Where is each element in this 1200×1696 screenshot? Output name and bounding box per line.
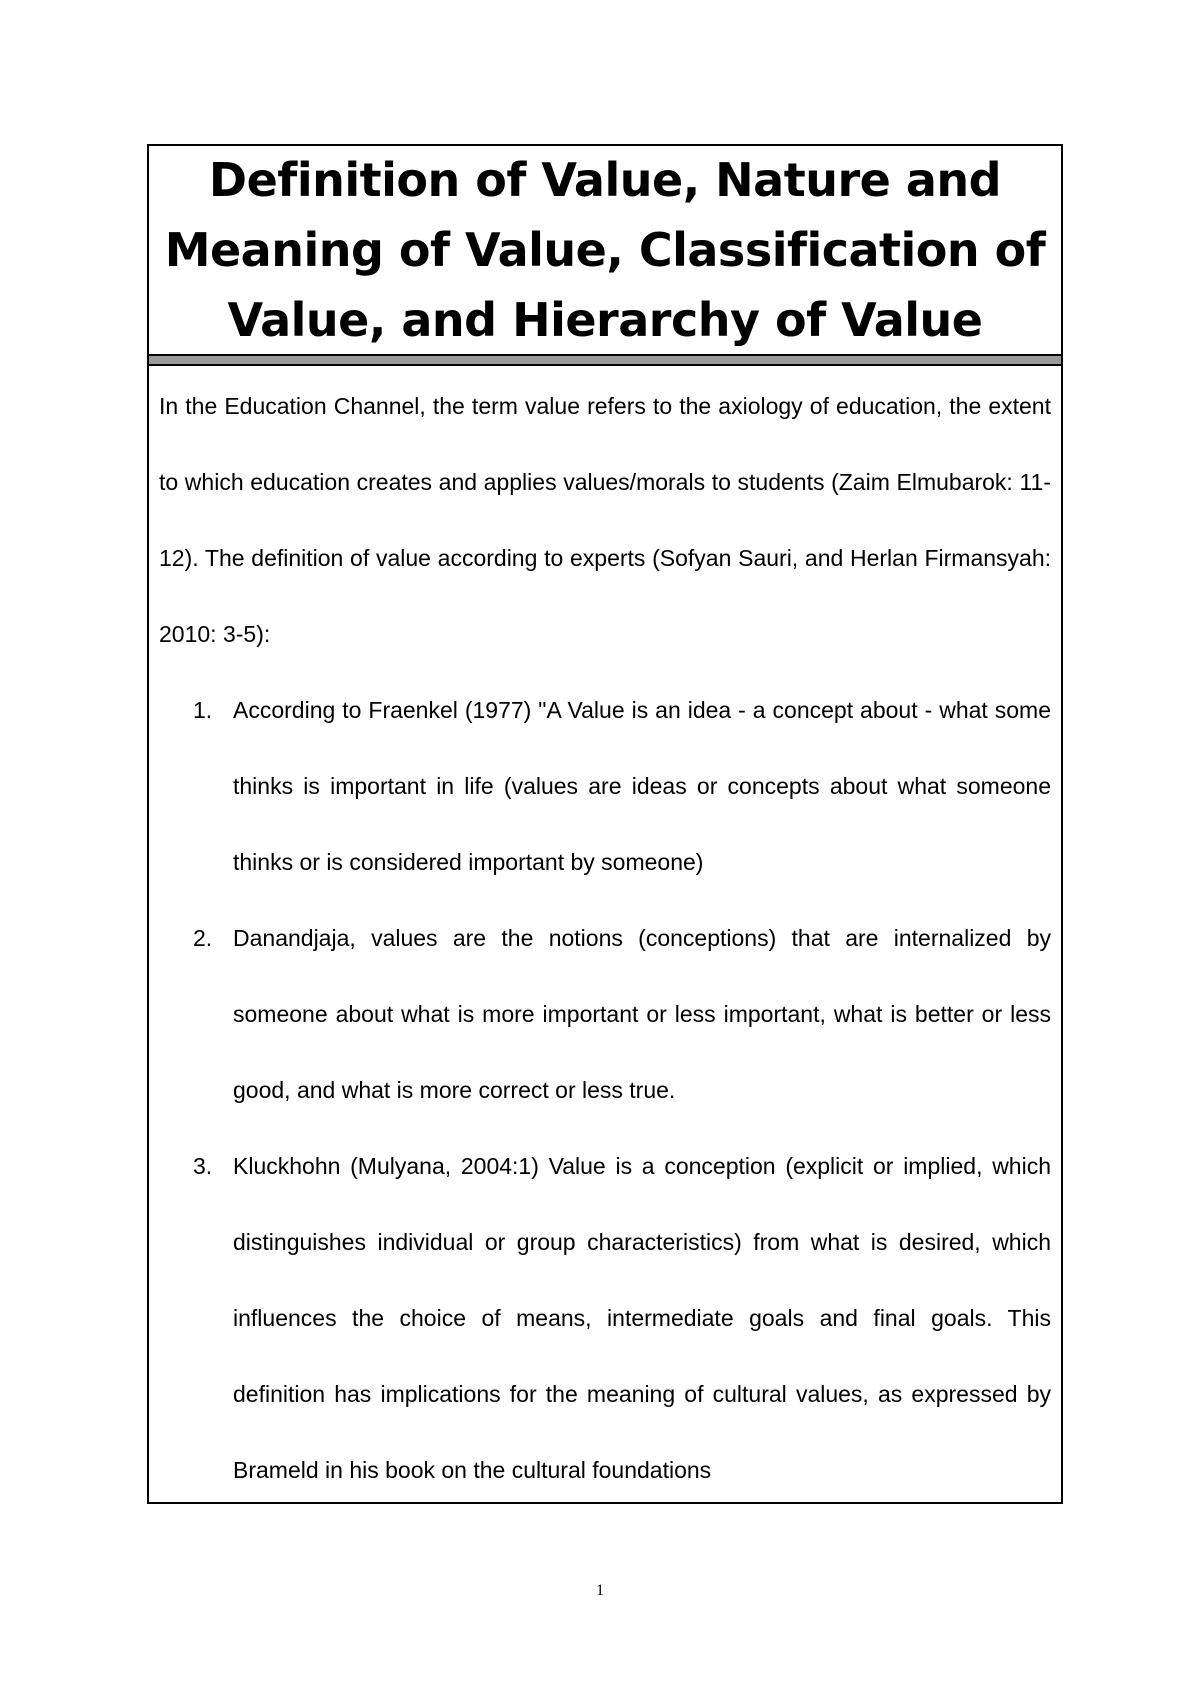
list-item (159, 900, 1051, 1128)
list-item-text: Danandjaja, values are the notions (conceptions) that are internalized by someone about what is more important or less important, what is better or less good, and what is more correct or less true. (233, 925, 1051, 1103)
list-item-number: 2. (193, 925, 213, 951)
list-item-number: 1. (193, 697, 213, 723)
list-item-text: According to Fraenkel (1977) "A Value is an idea - a concept about - what some thinks is important in life (values are ideas or concepts about what someone thinks or is considered important by someone) (233, 697, 1051, 875)
page-title: Definition of Value, Nature and Meaning of Value, Classification of Value, and Hierarchy of Value (164, 153, 1046, 347)
list-item (159, 672, 1051, 900)
document-frame (147, 144, 1063, 1504)
intro-paragraph: In the Education Channel, the term value refers to the axiology of education, the extent to which education creates and applies values/morals to students (Zaim Elmubarok: 11-12). The definition of value according to experts (Sofyan Sauri, and Herlan Firmansyah: 2010: 3-5): (159, 393, 1051, 647)
list-item-text: Kluckhohn (Mulyana, 2004:1) Value is a conception (explicit or implied, which distinguishes individual or group characteristics) from what is desired, which influences the choice of means, intermediate goals and final goals. This definition has implications for the meaning of cultural values, as expressed by Brameld in his book on the cultural foundations (233, 1153, 1051, 1483)
definition-list (159, 672, 1051, 1508)
title-separator (149, 354, 1061, 366)
list-item (159, 1128, 1051, 1508)
title-box (149, 146, 1061, 354)
body-content (159, 368, 1051, 1508)
page-number: 1 (596, 1582, 604, 1599)
list-item-number: 3. (193, 1153, 213, 1179)
